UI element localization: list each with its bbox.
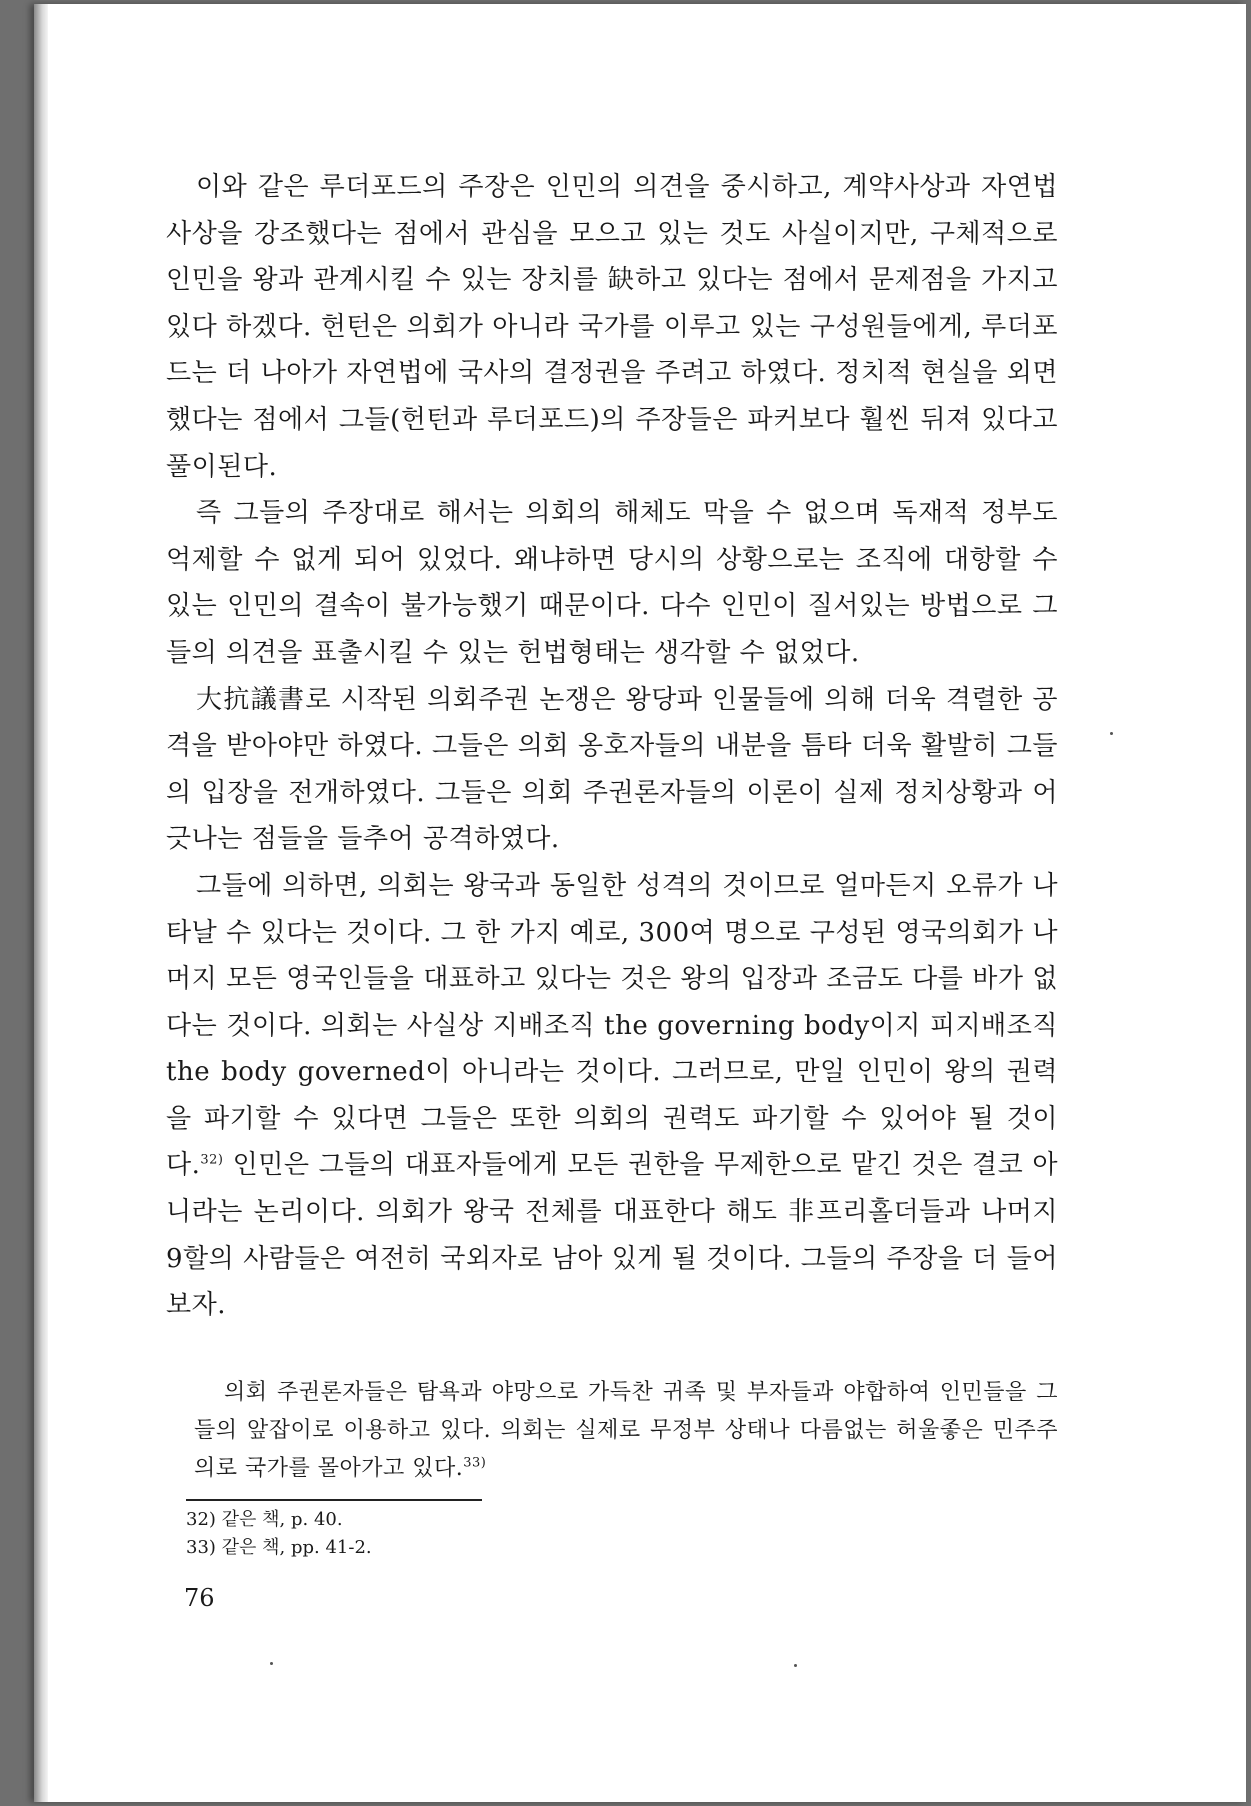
- page-number: 76: [184, 1584, 215, 1612]
- block-quote: [194, 1374, 1058, 1488]
- footnote-divider: [186, 1499, 482, 1501]
- paragraph-2: 즉 그들의 주장대로 해서는 의회의 해체도 막을 수 없으며 독재적 정부도 억제할 수 없게 되어 있었다. 왜냐하면 당시의 상황으로는 조직에 대항할 수 있는 인민의 결속이 불가능했기 때문이다. 다수 인민이 질서있는 방법으로 그들의 의견을 표출시킬 수 있는 헌법형태는 생각할 수 없었다.: [166, 498, 1058, 668]
- scan-speck: [270, 1662, 273, 1665]
- paragraph-4-tail: 인민은 그들의 대표자들에게 모든 권한을 무제한으로 맡긴 것은 결코 아니라는 논리이다. 의회가 왕국 전체를 대표한다 해도 非프리홀더들과 나머지 9할의 사람들은 여전히 국외자로 남아 있게 될 것이다. 그들의 주장을 더 들어 보자.: [166, 1150, 1058, 1321]
- body-text: [166, 164, 1058, 1329]
- book-page: [34, 4, 1246, 1802]
- paragraph-4-text: 그들에 의하면, 의회는 왕국과 동일한 성격의 것이므로 얼마든지 오류가 나타날 수 있다는 것이다. 그 한 가지 예로, 300여 명으로 구성된 영국의회가 나머지 모든 영국인들을 대표하고 있다는 것은 왕의 입장과 조금도 다를 바가 없다는 것이다. 의회는 사실상 지배조직 the governing body이지 피지배조직 the body governed이 아니라는 것이다. 그러므로, 만일 인민이 왕의 권력을 파기할 수 있다면 그들은 또한 의회의 권력도 파기할 수 있어야 될 것이다.: [166, 870, 1058, 1181]
- scan-speck: [794, 1664, 797, 1667]
- paragraph-4: [166, 863, 1058, 1329]
- footnotes: [186, 1506, 372, 1562]
- page-edge-shadow: [34, 4, 48, 1802]
- footnote-ref-33: 33): [463, 1455, 487, 1471]
- paragraph-3: 大抗議書로 시작된 의회주권 논쟁은 왕당파 인물들에 의해 더욱 격렬한 공격을 받아야만 하였다. 그들은 의회 옹호자들의 내분을 틈타 더욱 활발히 그들의 입장을 전개하였다. 그들은 의회 주권론자들의 이론이 실제 정치상황과 어긋나는 점들을 들추어 공격하였다.: [166, 684, 1058, 855]
- quote-text: 의회 주권론자들은 탐욕과 야망으로 가득찬 귀족 및 부자들과 야합하여 인민들을 그들의 앞잡이로 이용하고 있다. 의회는 실제로 무정부 상태나 다름없는 허울좋은 민주주의로 국가를 몰아가고 있다.: [194, 1380, 1058, 1481]
- footnote-32: 32) 같은 책, p. 40.: [186, 1509, 343, 1530]
- scan-speck: [1110, 732, 1113, 735]
- paragraph-1: 이와 같은 루더포드의 주장은 인민의 의견을 중시하고, 계약사상과 자연법사상을 강조했다는 점에서 관심을 모으고 있는 것도 사실이지만, 구체적으로 인민을 왕과 관계시킬 수 있는 장치를 缺하고 있다는 점에서 문제점을 가지고 있다 하겠다. 헌턴은 의회가 아니라 국가를 이루고 있는 구성원들에게, 루더포드는 더 나아가 자연법에 국사의 결정권을 주려고 하였다. 정치적 현실을 외면했다는 점에서 그들(헌턴과 루더포드)의 주장들은 파커보다 훨씬 뒤져 있다고 풀이된다.: [166, 172, 1058, 482]
- footnote-33: 33) 같은 책, pp. 41-2.: [186, 1537, 372, 1558]
- footnote-ref-32: 32): [200, 1152, 224, 1168]
